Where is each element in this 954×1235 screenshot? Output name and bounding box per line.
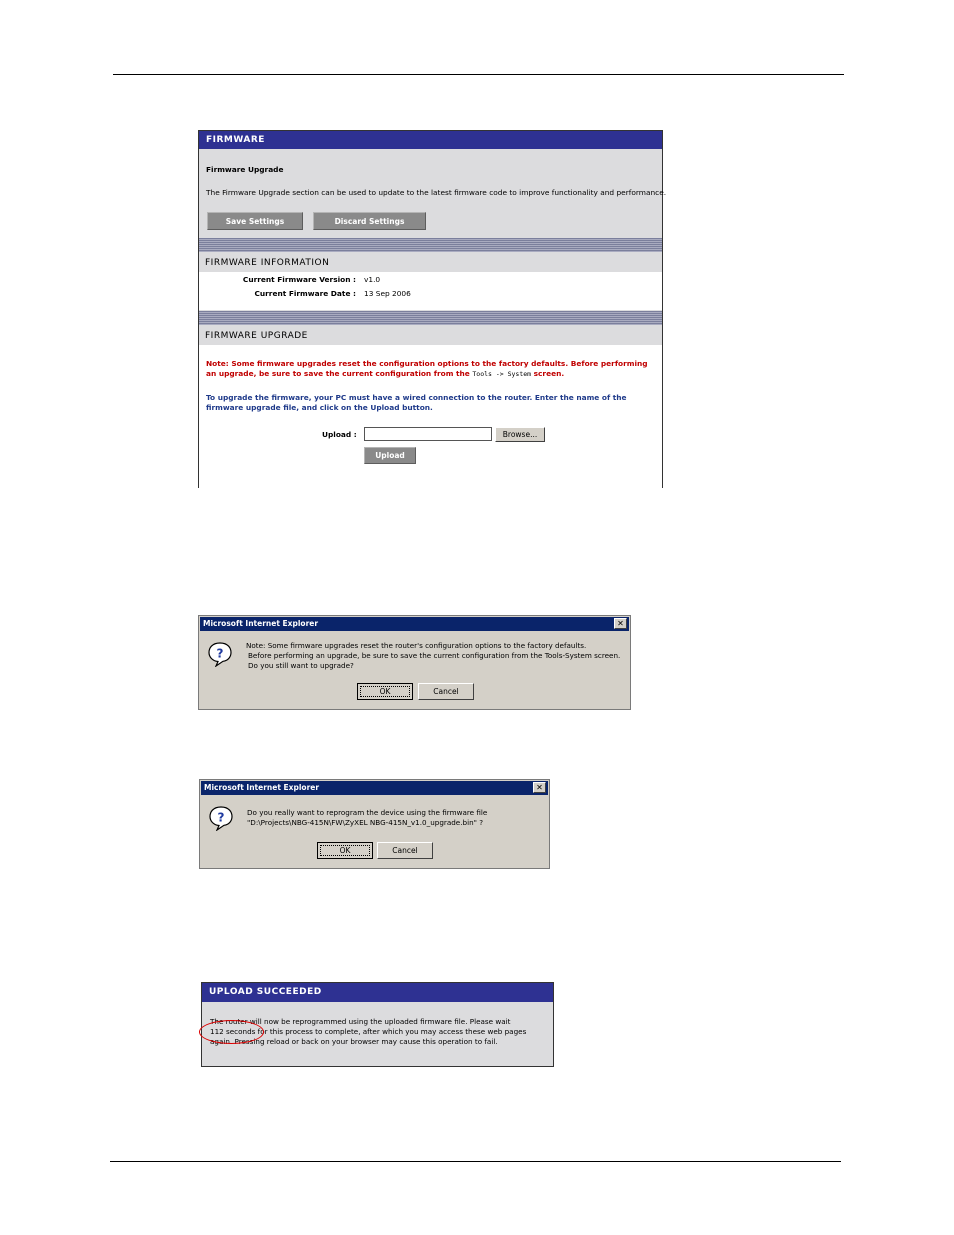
- reprogram-confirm-dialog: [199, 779, 550, 869]
- upload-succeeded-panel: [201, 982, 554, 1067]
- version-value: v1.0: [364, 275, 381, 284]
- firmware-description: The Firmware Upgrade section can be used to update to the latest firmware code to improve functionality and performance.: [206, 188, 667, 197]
- discard-settings-button[interactable]: Discard Settings: [313, 212, 426, 230]
- dialog-line1: Do you really want to reprogram the device using the firmware file: [247, 808, 488, 817]
- date-label: Current Firmware Date :: [254, 289, 356, 298]
- svg-text:?: ?: [216, 646, 224, 661]
- cancel-button[interactable]: Cancel: [418, 683, 474, 700]
- dialog-line3: Do you still want to upgrade?: [248, 661, 354, 670]
- section-divider: [199, 238, 662, 252]
- cancel-button[interactable]: Cancel: [377, 842, 433, 859]
- upgrade-instruction-line2: firmware upgrade file, and click on the Upload button.: [206, 403, 433, 412]
- firmware-panel: [198, 130, 667, 488]
- bottom-rule: [110, 1161, 841, 1162]
- upload-file-input[interactable]: [364, 427, 492, 441]
- dialog-line2: "D:\Projects\NBG-415N\FW\ZyXEL NBG-415N_v1.0_upgrade.bin" ?: [247, 818, 484, 827]
- close-icon[interactable]: ✕: [533, 782, 546, 793]
- upload-message-line3: again. Pressing reload or back on your browser may cause this operation to fail.: [210, 1037, 498, 1046]
- close-icon[interactable]: ✕: [614, 618, 627, 629]
- upload-succeeded-header: UPLOAD SUCCEEDED: [202, 983, 553, 1002]
- upload-label: Upload :: [322, 430, 357, 439]
- section-divider: [199, 311, 662, 325]
- firmware-upgrade-header: FIRMWARE UPGRADE: [199, 328, 662, 344]
- ok-button[interactable]: OK: [357, 683, 413, 700]
- firmware-subtitle: Firmware Upgrade: [206, 165, 284, 174]
- note-text-end: screen.: [531, 369, 565, 378]
- firmware-information-body: [199, 272, 662, 310]
- upload-message-line1: The router will now be reprogrammed using the uploaded firmware file. Please wait: [210, 1017, 511, 1026]
- firmware-information-header: FIRMWARE INFORMATION: [199, 255, 662, 271]
- note-code: Tools -> System: [472, 370, 532, 378]
- upload-button[interactable]: Upload: [364, 447, 416, 464]
- question-icon: [207, 641, 233, 667]
- dialog-title: Microsoft Internet Explorer: [200, 617, 629, 631]
- dialog-line1: Note: Some firmware upgrades reset the router's configuration options to the factory defaults.: [246, 641, 587, 650]
- upgrade-instruction-line1: To upgrade the firmware, your PC must have a wired connection to the router. Enter the name of the: [206, 393, 627, 402]
- upload-message-line2: 112 seconds for this process to complete, after which you may access these web pages: [210, 1027, 527, 1036]
- dialog-line2: Before performing an upgrade, be sure to save the current configuration from the Tools-System screen.: [248, 651, 621, 660]
- firmware-header: FIRMWARE: [199, 131, 662, 149]
- top-rule: [113, 74, 844, 75]
- save-settings-button[interactable]: Save Settings: [207, 212, 303, 230]
- upgrade-note-line1: Note: Some firmware upgrades reset the configuration options to the factory defaults. Before performing: [206, 359, 648, 368]
- highlight-circle: [199, 1020, 264, 1044]
- firmware-upgrade-body: [199, 345, 662, 488]
- upgrade-note-line2: [206, 369, 564, 379]
- note-text: an upgrade, be sure to save the current configuration from the: [206, 369, 473, 378]
- svg-text:?: ?: [217, 810, 225, 825]
- browse-button[interactable]: Browse...: [495, 427, 545, 442]
- ok-button[interactable]: OK: [317, 842, 373, 859]
- question-icon: [208, 805, 234, 831]
- dialog-title: Microsoft Internet Explorer: [201, 781, 548, 795]
- date-value: 13 Sep 2006: [364, 289, 411, 298]
- version-label: Current Firmware Version :: [242, 275, 356, 284]
- upgrade-confirm-dialog: [198, 615, 631, 710]
